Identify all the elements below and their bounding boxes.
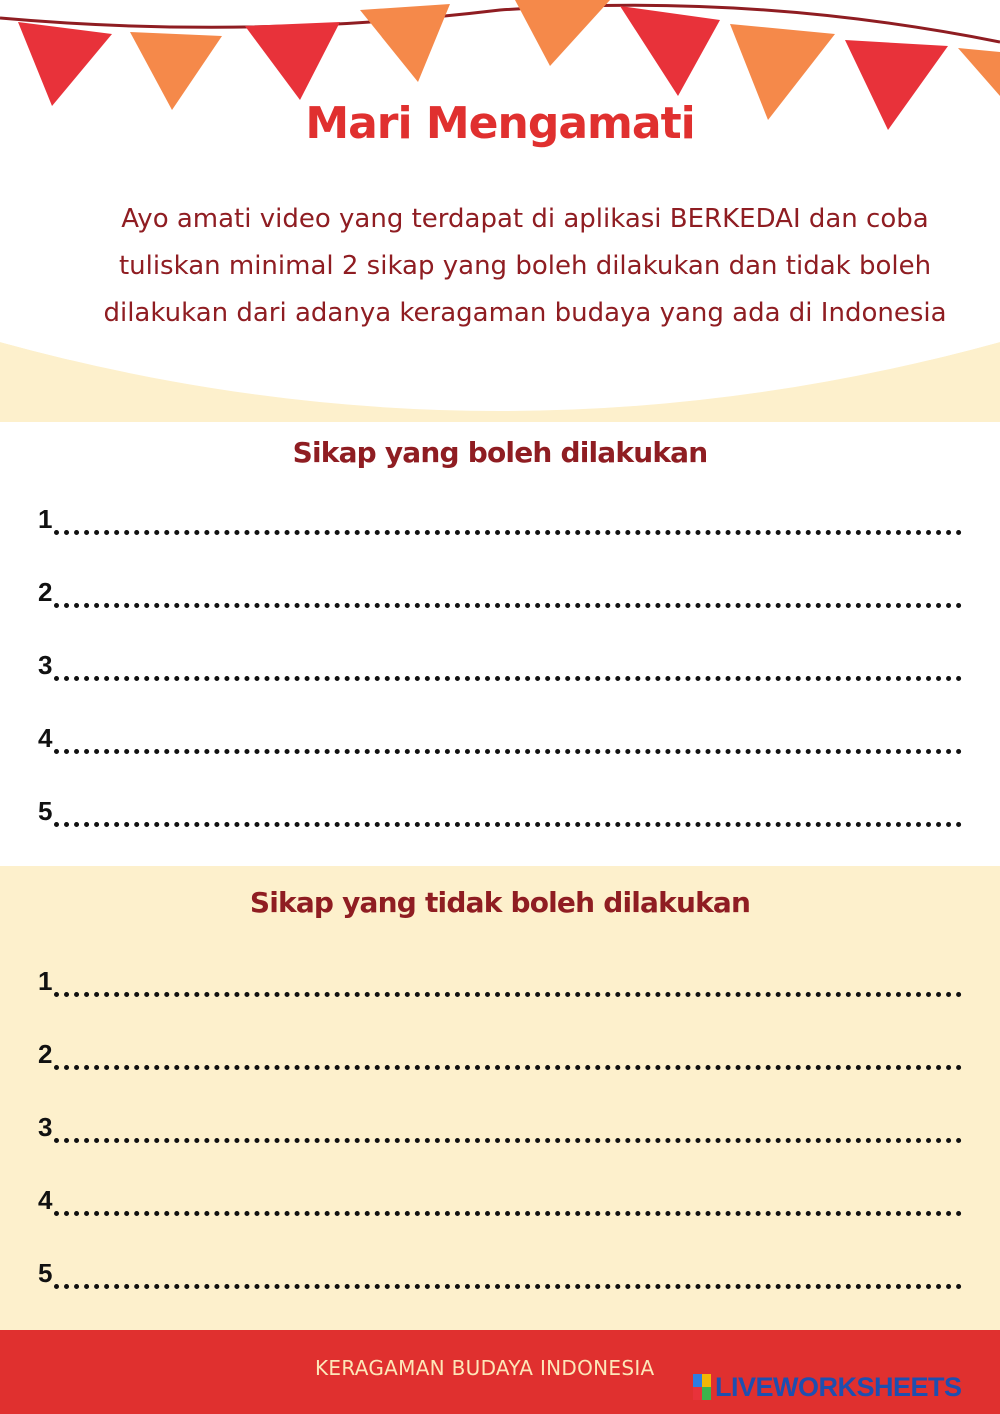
flag-red xyxy=(620,6,720,96)
answer-line[interactable] xyxy=(38,648,962,721)
forbidden-section-title: Sikap yang tidak boleh dilakukan xyxy=(249,886,751,919)
flag-orange xyxy=(360,4,450,82)
answer-line[interactable] xyxy=(38,964,962,1037)
line-number: 1 xyxy=(38,504,53,534)
dotted-answer-field[interactable] xyxy=(54,569,962,608)
answer-line[interactable] xyxy=(38,1256,962,1329)
allowed-attitudes-section xyxy=(0,422,1000,866)
forbidden-attitudes-section xyxy=(0,866,1000,1330)
answer-line[interactable] xyxy=(38,1110,962,1183)
liveworksheets-logo-icon xyxy=(693,1374,711,1400)
line-number: 4 xyxy=(38,723,53,753)
allowed-answer-list xyxy=(38,502,962,867)
line-number: 1 xyxy=(38,966,53,996)
answer-line[interactable] xyxy=(38,575,962,648)
dotted-answer-field[interactable] xyxy=(54,496,962,535)
page-title: Mari Mengamati xyxy=(305,98,695,149)
instruction-text: Ayo amati video yang terdapat di aplikasi BERKEDAI dan coba tuliskan minimal 2 sikap yang boleh dilakukan dan tidak boleh dilakukan dari adanya keragaman budaya yang ada di Indonesia xyxy=(103,204,947,328)
line-number: 4 xyxy=(38,1185,53,1215)
footer-bar xyxy=(0,1330,1000,1414)
footer-text: KERAGAMAN BUDAYA INDONESIA xyxy=(315,1356,655,1380)
line-number: 3 xyxy=(38,1112,53,1142)
dotted-answer-field[interactable] xyxy=(54,715,962,754)
header-arc xyxy=(0,330,1000,425)
flag-red xyxy=(245,22,340,100)
flag-orange xyxy=(958,48,1000,96)
dotted-answer-field[interactable] xyxy=(54,1104,962,1143)
dotted-answer-field[interactable] xyxy=(54,958,962,997)
flag-orange xyxy=(515,0,610,66)
line-number: 2 xyxy=(38,1039,53,1069)
allowed-section-title: Sikap yang boleh dilakukan xyxy=(292,436,708,469)
liveworksheets-brand[interactable]: LIVEWORKSHEETS xyxy=(715,1372,962,1402)
dotted-answer-field[interactable] xyxy=(54,1177,962,1216)
dotted-answer-field[interactable] xyxy=(54,1031,962,1070)
dotted-answer-field[interactable] xyxy=(54,642,962,681)
dotted-answer-field[interactable] xyxy=(54,1250,962,1289)
line-number: 2 xyxy=(38,577,53,607)
flag-red xyxy=(18,22,112,106)
line-number: 5 xyxy=(38,1258,53,1288)
dotted-answer-field[interactable] xyxy=(54,788,962,827)
forbidden-answer-list xyxy=(38,964,962,1329)
answer-line[interactable] xyxy=(38,1183,962,1256)
answer-line[interactable] xyxy=(38,721,962,794)
line-number: 5 xyxy=(38,796,53,826)
answer-line[interactable] xyxy=(38,502,962,575)
answer-line[interactable] xyxy=(38,1037,962,1110)
line-number: 3 xyxy=(38,650,53,680)
answer-line[interactable] xyxy=(38,794,962,867)
